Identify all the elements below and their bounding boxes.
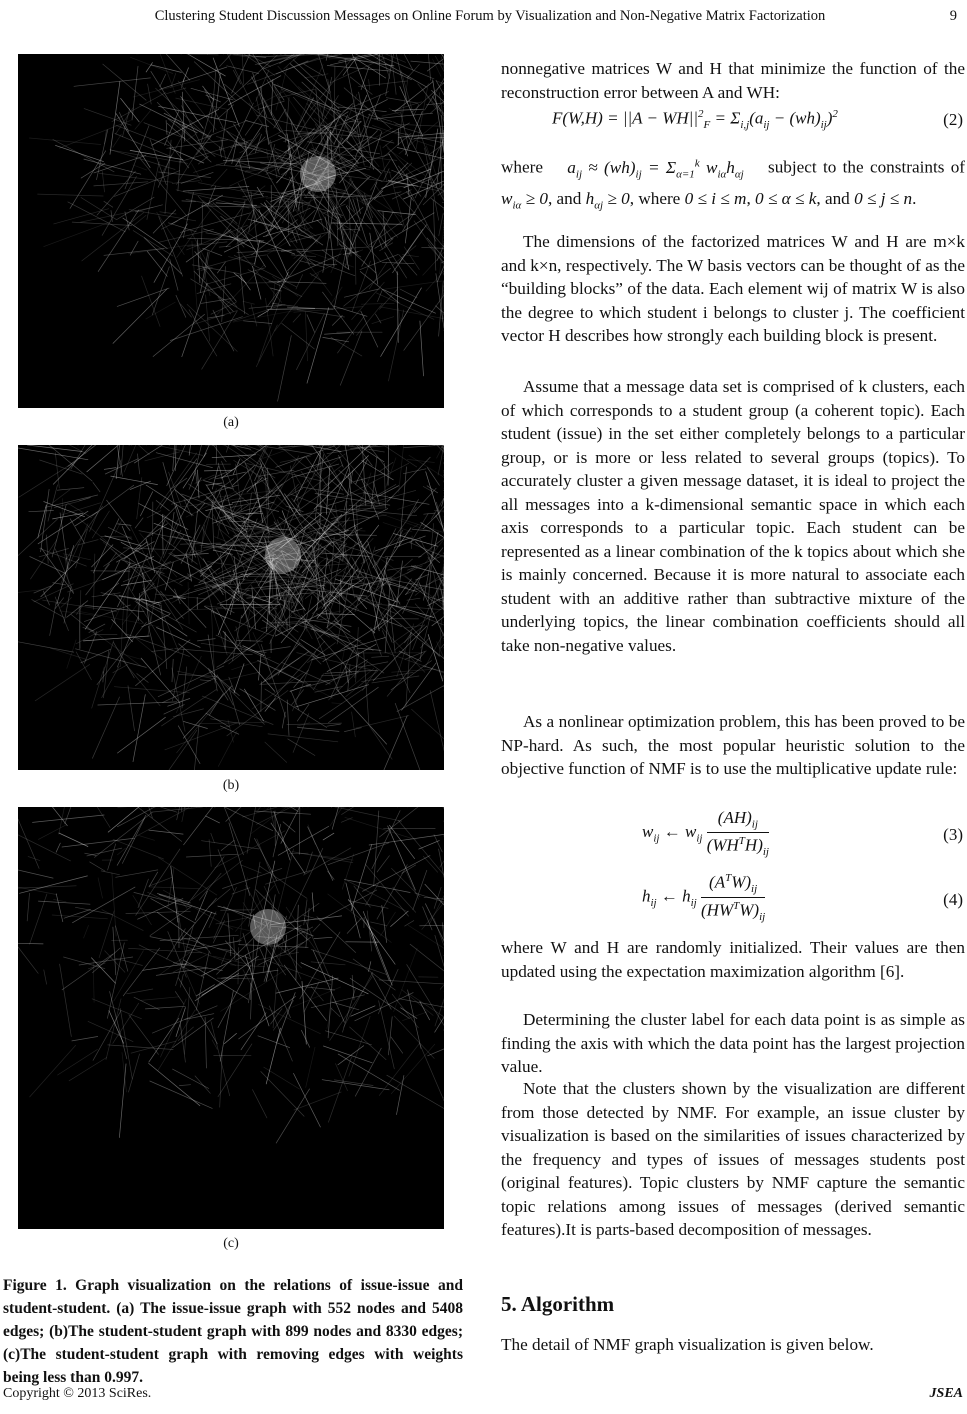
footer-journal: JSEA: [929, 1386, 963, 1401]
footer-copyright: Copyright © 2013 SciRes.: [3, 1386, 152, 1401]
paragraph-initialization: where W and H are randomly initialized. Their values are then updated using the expectation maximization algorithm [6].: [501, 938, 965, 981]
equation-4-number: (4): [943, 890, 963, 909]
paragraph-intro: nonnegative matrices W and H that minimize the function of the reconstruction error between A and WH:: [501, 59, 965, 102]
figure-b-label: (b): [222, 778, 240, 793]
paragraph-note: Note that the clusters shown by the visualization are different from those detected by NMF. For example, an issue cluster by visualization is based on the similarities of issues characterized by the frequency and types of issues of messages students post (original features). Topic clusters by NMF capture the semantic topic relations among issues of messages (derived semantic features).It is parts-based decomposition of messages.: [501, 1079, 965, 1239]
figure-a-graph-image: [18, 54, 444, 408]
section-title: 5. Algorithm: [501, 1292, 615, 1316]
page-number: 9: [949, 8, 957, 24]
running-header: Clustering Student Discussion Messages on Online Forum by Visualization and Non-Negative Matrix Factorization: [154, 8, 826, 24]
figure-c-label: (c): [223, 1236, 239, 1251]
figure-a-label: (a): [223, 415, 239, 430]
paragraph-np-hard: As a nonlinear optimization problem, this has been proved to be NP-hard. As such, the most popular heuristic solution to the objective function of NMF is to use the multiplicative update rule:: [501, 712, 965, 778]
figure-a-graph: [18, 54, 444, 408]
paragraph-clusters: Assume that a message data set is comprised of k clusters, each of which corresponds to a student group (a coherent topic). Each student (issue) in the set either completely belongs to a particular group, or is more or less related to several groups (topics). To accurately cluster a given message dataset, it is ideal to project the all messages into a k-dimensional semantic space in which each axis corresponds to a particular topic. Each student can be represented as a linear combination of the k topics about which she is mainly concerned. Because it is more natural to associate each student with an additive rather than subtractive mixture of the underlying topics, the linear combination coefficients should all take non-negative values.: [501, 377, 965, 655]
figure-b-graph: [18, 445, 444, 770]
equation-4: $h_{ij}$ ← $h_{ij}$ $\frac{(A^TW)_{ij}}{(HW^TW)_{ij}}$: [642, 872, 766, 924]
figure-b-graph-image: [18, 445, 444, 770]
equation-3: $w_{ij}$ ← $w_{ij}$ $\frac{(AH)_{ij}}{(WH^TH)_{ij}}$: [642, 808, 769, 859]
paragraph-where: where $a_{ij} \approx (wh)_{ij} = \Sigma_{\alpha=1}^k$ $w_{i\alpha}h_{\alpha j}$ subject to the constraints of $w_{i\alpha} \ge 0$, and $h_{\alpha j} \ge 0$, where 0 ≤ i ≤ m, 0 ≤ α ≤ k, and 0 ≤ j ≤ n.: [501, 157, 966, 212]
equation-2-number: (2): [943, 110, 963, 129]
paragraph-algorithm: The detail of NMF graph visualization is given below.: [501, 1335, 874, 1354]
figure-caption: Figure 1. Graph visualization on the relations of issue-issue and student-student. (a) The issue-issue graph with 552 nodes and 5408 edges; (b)The student-student graph with 899 nodes and 8330 edges; (c)The student-student graph with removing edges with weights being less than 0.997.: [3, 1277, 463, 1386]
paragraph-cluster-label: Determining the cluster label for each data point is as simple as finding the axis with which the data point has the largest projection value.: [501, 1010, 965, 1076]
figure-c-graph: [18, 807, 444, 1229]
figure-c-graph-image: [18, 807, 444, 1229]
equation-3-number: (3): [943, 825, 963, 844]
equation-2: $F(W,H) = ||A - WH||^2_F = \Sigma_{i,j}(a_{ij} - (wh)_{ij})^2$: [552, 108, 838, 132]
paragraph-dimensions: The dimensions of the factorized matrices W and H are m×k and k×n, respectively. The W basis vectors can be thought of as the “building blocks” of the data. Each element wij of matrix W is also the degree to which student i belongs to cluster j. The coefficient vector H describes how strongly each building block is present.: [501, 232, 965, 345]
